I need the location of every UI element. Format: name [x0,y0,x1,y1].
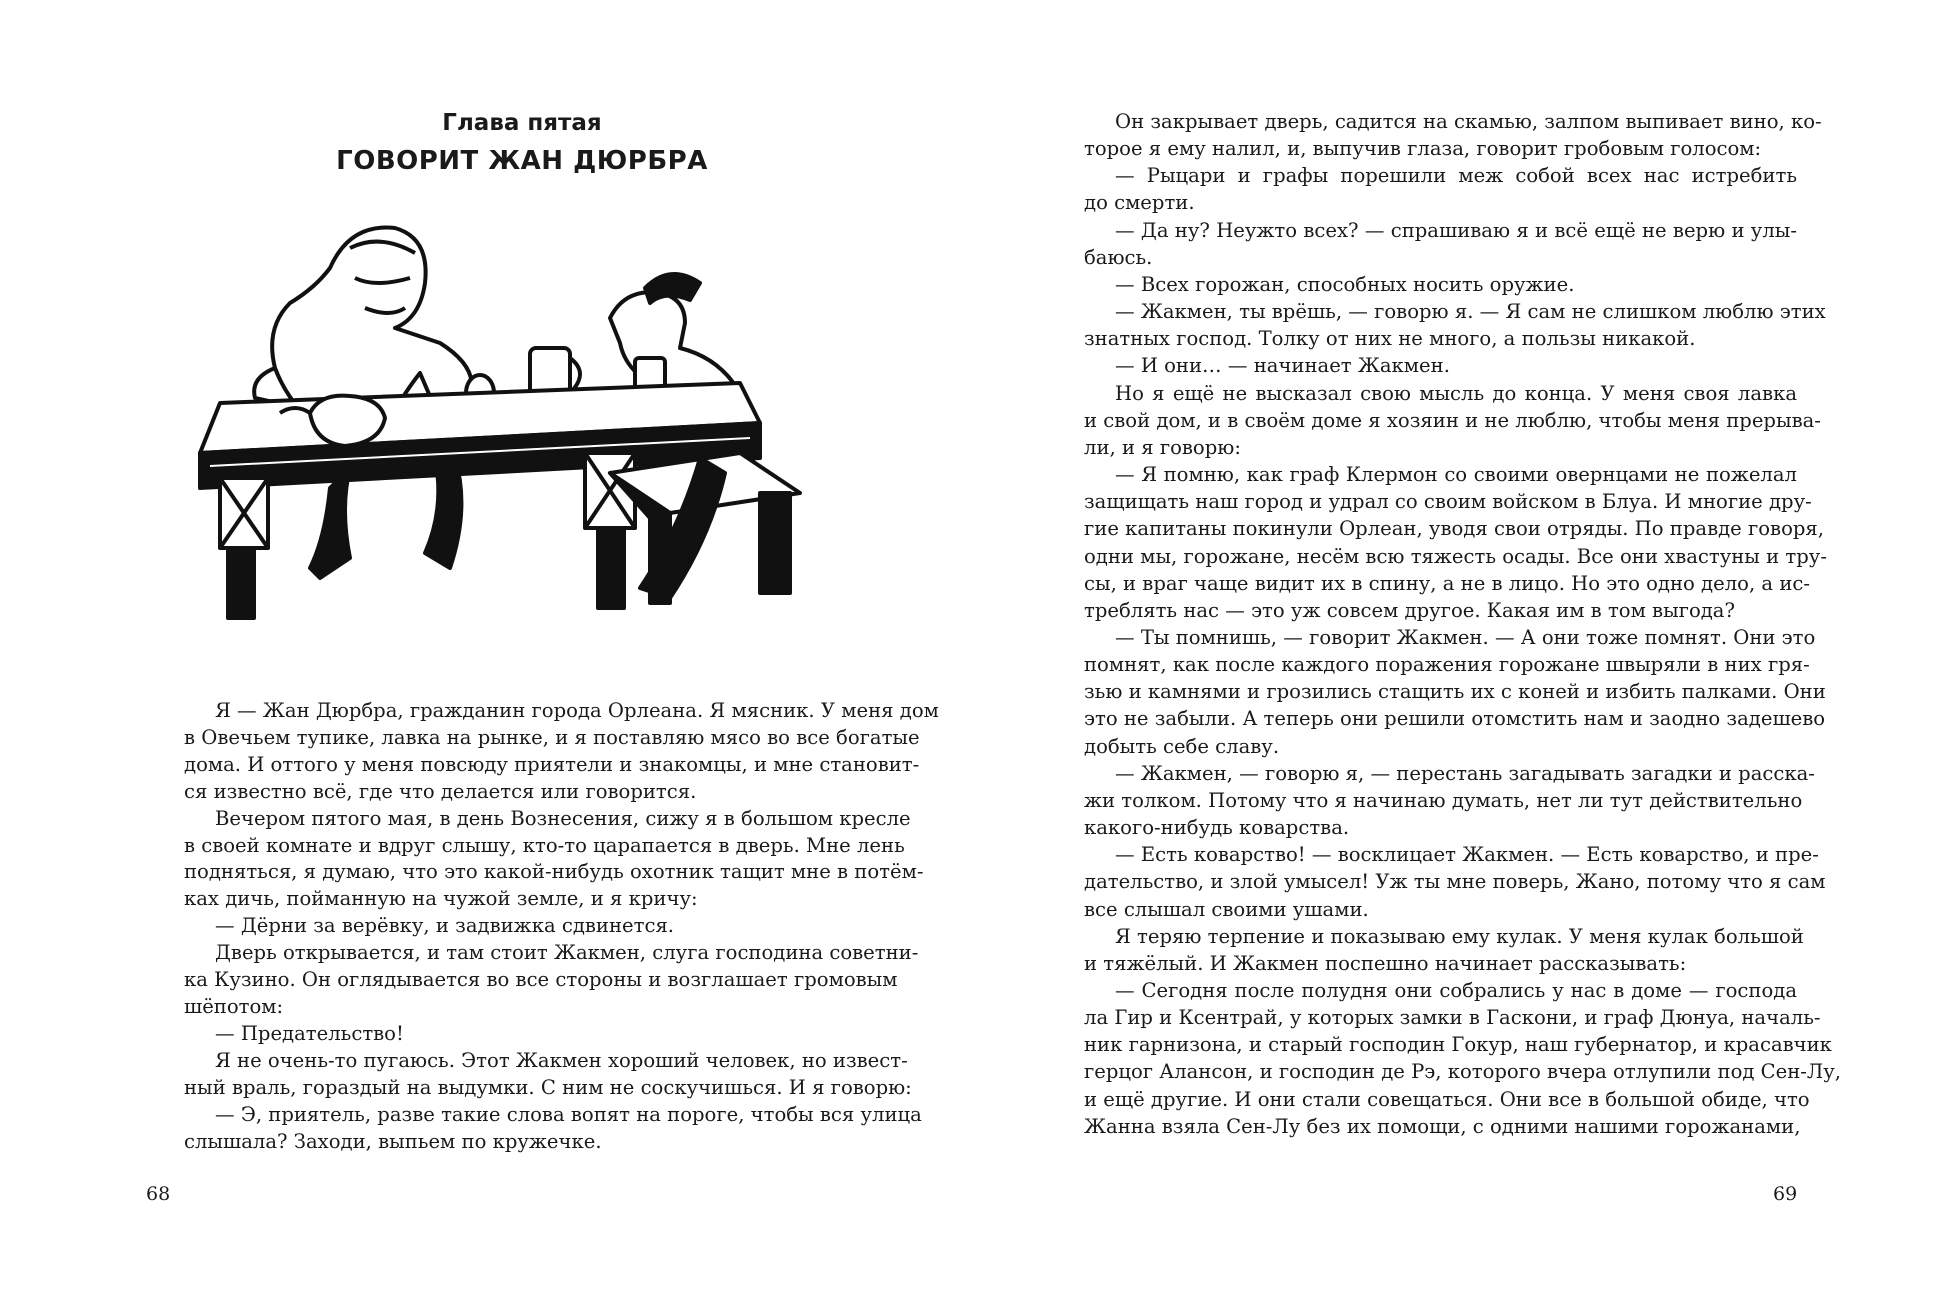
text-line: Но я ещё не высказал свою мысль до конца. У меня своя лавка [1115,381,1797,405]
text-line: в своей комнате и вдруг слышу, кто-то царапается в дверь. Мне лень [184,833,905,857]
paragraph [1084,298,1826,352]
text-line: Вечером пятого мая, в день Вознесения, сижу я в большом кресле [215,806,911,830]
text-line: слышала? Заходи, выпьем по кружечке. [184,1129,602,1153]
text-line: до смерти. [1084,191,1195,215]
paragraph [1084,977,1842,1140]
text-line: и ещё другие. И они стали совещаться. Они все в большой обиде, что [1084,1087,1810,1111]
text-line: и тяжёлый. И Жакмен поспешно начинает рассказывать: [1084,951,1687,975]
paragraph [184,913,860,940]
paragraph [184,698,939,806]
text-line: подняться, я думаю, что это какой-нибудь охотник тащит мне в потём- [184,860,924,884]
paragraph [184,806,924,914]
text-line: и свой дом, и в своём доме я хозяин и не люблю, чтобы меня прерыва- [1084,408,1821,432]
text-line: треблять нас — это уж совсем другое. Какая им в том выгода? [1084,598,1735,622]
text-line: — Рыцари и графы порешили меж собой всех нас истребить [1115,164,1797,188]
text-line: — И они… — начинает Жакмен. [1115,354,1450,378]
text-line: — Дёрни за верёвку, и задвижка сдвинется. [215,914,675,938]
text-line: — Жакмен, ты врёшь, — говорю я. — Я сам не слишком люблю этих [1115,300,1826,324]
text-line: Я — Жан Дюрбра, гражданин города Орлеана. Я мясник. У меня дом [215,699,939,722]
paragraph [184,1102,922,1156]
text-line: в Овечьем тупике, лавка на рынке, и я поставляю мясо во все богатые [184,725,920,749]
paragraph [1084,217,1797,271]
text-line: — Да ну? Неужто всех? — спрашиваю я и всё ещё не верю и улы- [1115,218,1797,242]
paragraph [1084,841,1826,922]
text-line: Он закрывает дверь, садится на скамью, залпом выпивает вино, ко- [1115,110,1822,133]
woodcut-illustration [180,208,830,648]
text-line: знатных господ. Толку от них не много, а пользы никакой. [1084,327,1696,351]
text-line: ся известно всё, где что делается или говорится. [184,779,697,803]
paragraph [184,1048,912,1102]
text-line: Дверь открывается, и там стоит Жакмен, слуга господина советни- [215,941,919,965]
text-line: ка Кузино. Он оглядывается во все стороны и возглашает громовым [184,968,898,992]
text-line: это не забыли. А теперь они решили отомстить нам и заодно задешево [1084,707,1826,731]
text-line: все слышал своими ушами. [1084,897,1369,921]
text-line: зью и камнями и грозились стащить их с коней и избить палками. Они [1084,680,1826,704]
paragraph [1084,352,1797,379]
text-line: ник гарнизона, и старый господин Гокур, наш губернатор, и красавчик [1084,1033,1832,1057]
paragraph [1084,108,1822,162]
right-page [973,0,1946,1316]
chapter-label: Глава пятая [442,110,602,136]
paragraph [1084,923,1804,977]
text-line: добыть себе славу. [1084,734,1280,758]
text-line: — Есть коварство! — восклицает Жакмен. — Есть коварство, и пре- [1115,843,1819,867]
text-line: ла Гир и Ксентрай, у которых замки в Гаскони, и граф Дюнуа, началь- [1084,1006,1821,1030]
paragraph [1084,624,1826,760]
paragraph [1084,760,1815,841]
paragraph [1084,380,1821,461]
text-line: ках дичь, пойманную на чужой земле, и я кричу: [184,887,698,911]
text-line: какого-нибудь коварства. [1084,816,1350,840]
text-line: — Предательство! [215,1021,404,1045]
paragraph [1084,162,1797,216]
paragraph [1084,271,1797,298]
paragraph [1084,461,1827,624]
text-line: шёпотом: [184,994,284,1018]
paragraph [184,940,919,1021]
chapter-title: ГОВОРИТ ЖАН ДЮРБРА [336,146,708,176]
text-line: ли, и я говорю: [1084,435,1241,459]
text-line: — Э, приятель, разве такие слова вопят на пороге, чтобы вся улица [215,1102,922,1126]
text-line: — Я помню, как граф Клермон со своими овернцами не пожелал [1115,463,1797,487]
text-line: Я не очень-то пугаюсь. Этот Жакмен хороший человек, но извест- [215,1048,908,1072]
text-line: защищать наш город и удрал со своим войском в Блуа. И многие дру- [1084,490,1812,514]
text-line: дома. И оттого у меня повсюду приятели и знакомцы, и мне становит- [184,752,920,776]
text-line: — Всех горожан, способных носить оружие. [1115,272,1575,296]
text-line: Жанна взяла Сен-Лу без их помощи, с одними нашими горожанами, [1084,1114,1801,1138]
body-text [1084,108,1842,1140]
body-text [184,698,939,1155]
text-line: — Жакмен, — говорю я, — перестань загадывать загадки и расска- [1115,761,1815,785]
page-number: 69 [1773,1183,1798,1205]
text-line: — Ты помнишь, — говорит Жакмен. — А они тоже помнят. Они это [1115,625,1816,649]
page-number: 68 [146,1183,171,1205]
text-line: — Сегодня после полудня они собрались у нас в доме — господа [1115,979,1797,1002]
text-line: сы, и враг чаще видит их в спину, а не в лицо. Но это одно дело, а ис- [1084,571,1810,595]
text-line: баюсь. [1084,245,1153,269]
paragraph [184,1021,860,1048]
text-line: дательство, и злой умысел! Уж ты мне поверь, Жано, потому что я сам [1084,870,1826,894]
text-line: жи толком. Потому что я начинаю думать, нет ли тут действительно [1084,788,1803,812]
text-line: герцог Алансон, и господин де Рэ, которого вчера отлупили под Сен-Лу, [1084,1060,1842,1084]
text-line: помнят, как после каждого поражения горожане швыряли в них гря- [1084,653,1810,677]
text-line: гие капитаны покинули Орлеан, уводя свои отряды. По правде говоря, [1084,517,1825,541]
text-line: одни мы, горожане, несём всю тяжесть осады. Все они хвастуны и тру- [1084,544,1827,568]
text-line: ный враль, гораздый на выдумки. С ним не соскучишься. И я говорю: [184,1075,912,1099]
text-line: Я теряю терпение и показываю ему кулак. У меня кулак большой [1115,924,1804,948]
text-line: торое я ему налил, и, выпучив глаза, говорит гробовым голосом: [1084,137,1762,161]
